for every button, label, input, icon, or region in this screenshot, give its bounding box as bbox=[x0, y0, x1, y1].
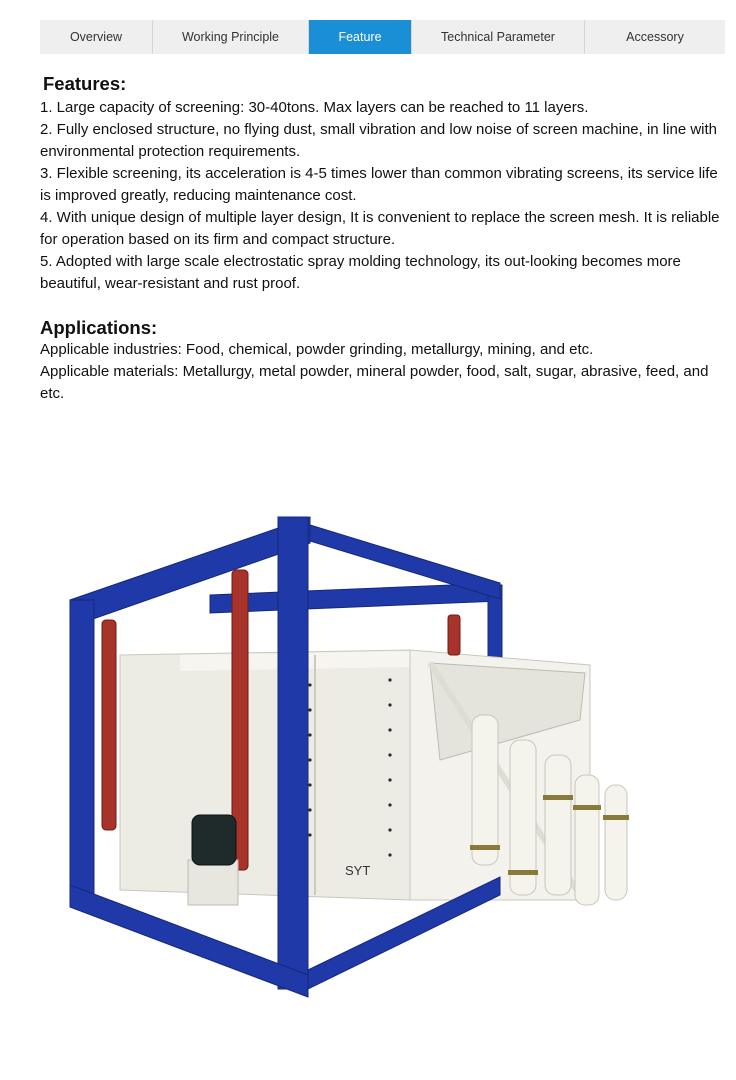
applications-heading: Applications: bbox=[40, 317, 158, 338]
feature-item: 5. Adopted with large scale electrostatic spray molding technology, its out-looking becomes more beautiful, wear-resistant and rust proof. bbox=[40, 253, 681, 292]
feature-item: 4. With unique design of multiple layer design, It is convenient to replace the screen mesh. It is reliable for operation based on its firm and compact structure. bbox=[40, 209, 720, 248]
tab-feature[interactable]: Feature bbox=[309, 20, 412, 54]
features-list bbox=[40, 97, 730, 295]
applications-list bbox=[40, 339, 730, 405]
tab-overview[interactable]: Overview bbox=[40, 20, 153, 54]
feature-item: 2. Fully enclosed structure, no flying dust, small vibration and low noise of screen machine, in line with environmental protection requirements. bbox=[40, 121, 717, 160]
feature-item: 1. Large capacity of screening: 30-40tons. Max layers can be reached to 11 layers. bbox=[40, 99, 589, 116]
product-label: SYT bbox=[345, 863, 371, 878]
application-item: Applicable industries: Food, chemical, powder grinding, metallurgy, mining, and etc. bbox=[40, 341, 594, 358]
tab-technical-parameter[interactable]: Technical Parameter bbox=[412, 20, 585, 54]
product-image bbox=[60, 505, 640, 1005]
tab-accessory[interactable]: Accessory bbox=[626, 30, 684, 44]
motor bbox=[188, 815, 238, 905]
features-heading: Features: bbox=[43, 73, 127, 94]
feature-item: 3. Flexible screening, its acceleration is 4-5 times lower than common vibrating screens, its service life is improved greatly, reducing maintenance cost. bbox=[40, 165, 718, 204]
application-item: Applicable materials: Metallurgy, metal powder, mineral powder, food, salt, sugar, abrasive, feed, and etc. bbox=[40, 363, 709, 402]
tab-bar bbox=[40, 20, 725, 54]
tab-working-principle[interactable]: Working Principle bbox=[153, 20, 309, 54]
